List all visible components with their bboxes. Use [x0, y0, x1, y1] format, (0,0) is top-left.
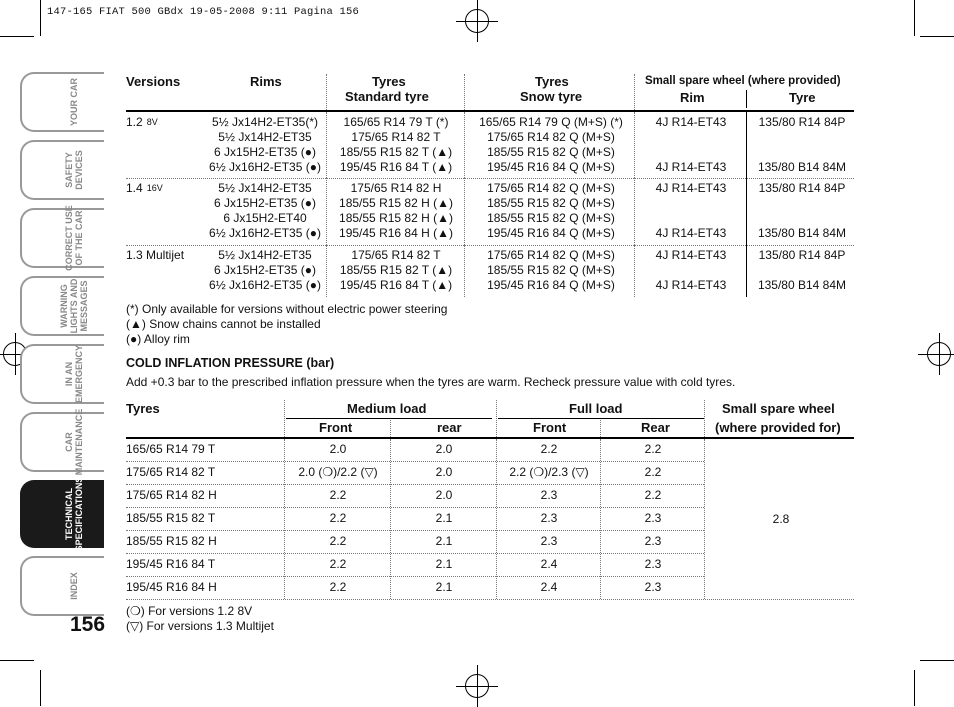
snow-tyre: 185/55 R15 82 Q (M+S)	[487, 263, 615, 277]
rim-size: 5½ Jx14H2-ET35	[218, 181, 312, 195]
pressure-full-rear: 2.3	[644, 534, 662, 548]
header-spare-tyre: Tyre	[789, 90, 816, 105]
standard-tyre: 185/55 R15 82 H (▲)	[339, 196, 453, 210]
registration-mark	[465, 9, 489, 33]
tab-label: SAFETY DEVICES	[64, 150, 84, 190]
column-rule	[600, 420, 601, 437]
pressure-medium-front: 2.2	[329, 511, 347, 525]
crop-mark	[0, 660, 34, 661]
spare-tyre: 135/80 B14 84M	[757, 160, 847, 174]
spare-rim: 4J R14-ET43	[655, 226, 727, 240]
pressure-medium-rear: 2.0	[435, 465, 453, 479]
pressure-medium-front: 2.2	[329, 557, 347, 571]
row-rule	[126, 530, 704, 531]
tyre-note: (▲) Snow chains cannot be installed	[126, 317, 321, 331]
header-rear: rear	[437, 420, 462, 435]
tab-label: CAR MAINTENANCE	[64, 408, 84, 476]
rim-size: 5½ Jx14H2-ET35(*)	[211, 115, 319, 129]
standard-tyre: 195/45 R16 84 T (▲)	[339, 160, 453, 174]
print-header: 147-165 FIAT 500 GBdx 19-05-2008 9:11 Pagina 156	[47, 6, 360, 18]
header-medium-load: Medium load	[347, 401, 427, 416]
column-rule	[464, 178, 465, 245]
column-rule	[704, 400, 705, 437]
tab-index[interactable]	[20, 556, 104, 616]
row-rule	[126, 507, 704, 508]
tab-correct-use[interactable]	[20, 205, 104, 271]
pressure-full-rear: 2.2	[644, 465, 662, 479]
header-front: Front	[533, 420, 567, 435]
crop-mark	[40, 0, 41, 36]
pressure-row-tyre: 185/55 R15 82 T	[126, 511, 216, 525]
pressure-row-tyre: 195/45 R16 84 H	[126, 580, 217, 594]
pressure-medium-rear: 2.1	[435, 580, 453, 594]
header-front: Front	[319, 420, 353, 435]
header-rule	[498, 418, 704, 419]
column-rule	[326, 245, 327, 297]
snow-tyre: 185/55 R15 82 Q (M+S)	[487, 145, 615, 159]
version-label: 1.3 Multijet	[126, 248, 185, 262]
tab-label: YOUR CAR	[69, 77, 79, 127]
pressure-full-front: 2.2	[540, 442, 558, 456]
rim-size: 6 Jx15H2-ET35 (●)	[214, 196, 316, 210]
spare-tyre: 135/80 R14 84P	[758, 248, 846, 262]
header-spare-rim: Rim	[680, 90, 705, 105]
standard-tyre: 185/55 R15 82 T (▲)	[339, 145, 453, 159]
pressure-full-front: 2.4	[540, 557, 558, 571]
snow-tyre: 195/45 R16 84 Q (M+S)	[487, 160, 615, 174]
column-rule	[326, 112, 327, 178]
page-number: 156	[70, 613, 106, 636]
pressure-intro: Add +0.3 bar to the prescribed inflation pressure when the tyres are warm. Recheck pressure value with cold tyres.	[126, 375, 736, 389]
crop-mark	[40, 670, 41, 706]
standard-tyre: 165/65 R14 79 T (*)	[343, 115, 449, 129]
row-rule	[126, 461, 704, 462]
column-rule	[464, 245, 465, 297]
tab-technical-specifications[interactable]	[20, 476, 104, 552]
spare-tyre: 135/80 B14 84M	[757, 278, 847, 292]
pressure-medium-rear: 2.0	[435, 488, 453, 502]
column-rule	[464, 112, 465, 178]
crop-mark	[920, 660, 954, 661]
row-rule	[126, 178, 854, 179]
header-spare: Small spare wheel (where provided)	[645, 75, 841, 87]
pressure-medium-front: 2.2	[329, 534, 347, 548]
rim-size: 5½ Jx14H2-ET35	[218, 248, 312, 262]
column-rule	[746, 90, 747, 108]
standard-tyre: 175/65 R14 82 H	[350, 181, 442, 195]
crop-mark	[914, 670, 915, 706]
version-suffix: 8V	[146, 117, 158, 127]
tyre-note: (●) Alloy rim	[126, 332, 190, 346]
spare-tyre: 135/80 R14 84P	[758, 115, 846, 129]
spare-rim: 4J R14-ET43	[655, 278, 727, 292]
spare-rim: 4J R14-ET43	[655, 181, 727, 195]
rim-size: 6½ Jx16H2-ET35 (●)	[209, 278, 321, 292]
pressure-medium-rear: 2.1	[435, 534, 453, 548]
snow-tyre: 195/45 R16 84 Q (M+S)	[487, 278, 615, 292]
crop-mark	[0, 36, 34, 37]
registration-mark	[927, 342, 951, 366]
header-tyres: Tyres	[535, 74, 569, 89]
pressure-row-tyre: 195/45 R16 84 T	[126, 557, 216, 571]
pressure-row-tyre: 165/65 R14 79 T	[126, 442, 216, 456]
pressure-row-tyre: 185/55 R15 82 H	[126, 534, 217, 548]
header-versions: Versions	[126, 74, 181, 89]
row-rule	[126, 553, 704, 554]
row-rule	[126, 484, 704, 485]
tab-safety-devices[interactable]	[20, 140, 104, 200]
tab-label: WARNING LIGHTS AND MESSAGES	[59, 278, 89, 334]
spare-rim: 4J R14-ET43	[655, 160, 727, 174]
crop-mark	[914, 0, 915, 36]
pressure-full-rear: 2.3	[644, 580, 662, 594]
pressure-medium-front: 2.2	[329, 488, 347, 502]
column-rule	[496, 400, 497, 437]
header-rule	[126, 110, 854, 112]
tab-in-an-emergency[interactable]	[20, 344, 104, 404]
column-rule	[704, 439, 705, 599]
header-standard-tyre: Standard tyre	[345, 89, 429, 104]
header-snow-tyre: Snow tyre	[520, 89, 583, 104]
standard-tyre: 175/65 R14 82 T	[351, 248, 441, 262]
standard-tyre: 195/45 R16 84 H (▲)	[339, 226, 453, 240]
column-rule	[326, 178, 327, 245]
rim-size: 5½ Jx14H2-ET35	[218, 130, 312, 144]
rim-size: 6 Jx15H2-ET40	[223, 211, 307, 225]
snow-tyre: 175/65 R14 82 Q (M+S)	[487, 248, 615, 262]
header-rule	[286, 418, 492, 419]
tab-label: IN AN EMERGENCY	[64, 344, 84, 404]
pressure-note: (▽) For versions 1.3 Multijet	[126, 619, 274, 633]
version-suffix: 16V	[146, 183, 163, 193]
column-rule	[390, 439, 391, 599]
pressure-medium-rear: 2.1	[435, 557, 453, 571]
row-rule	[126, 576, 704, 577]
spare-pressure: 2.8	[772, 512, 790, 526]
header-rear: Rear	[641, 420, 670, 435]
tab-warning-lights[interactable]	[20, 276, 104, 336]
column-rule	[284, 400, 285, 437]
spare-rim: 4J R14-ET43	[655, 248, 727, 262]
pressure-full-front: 2.4	[540, 580, 558, 594]
column-rule	[634, 245, 635, 297]
snow-tyre: 175/65 R14 82 Q (M+S)	[487, 181, 615, 195]
rim-size: 6½ Jx16H2-ET35 (●)	[209, 226, 321, 240]
version-label: 1.4	[126, 181, 143, 195]
pressure-full-rear: 2.2	[644, 442, 662, 456]
pressure-full-rear: 2.2	[644, 488, 662, 502]
header-spare-sub: (where provided for)	[715, 420, 841, 435]
column-rule	[464, 74, 466, 110]
header-tyres: Tyres	[126, 401, 160, 416]
spare-rim: 4J R14-ET43	[655, 115, 727, 129]
snow-tyre: 185/55 R15 82 Q (M+S)	[487, 211, 615, 225]
snow-tyre: 195/45 R16 84 Q (M+S)	[487, 226, 615, 240]
pressure-full-rear: 2.3	[644, 557, 662, 571]
column-rule	[746, 178, 747, 245]
pressure-medium-rear: 2.0	[435, 442, 453, 456]
tab-car-maintenance[interactable]	[20, 408, 104, 476]
standard-tyre: 195/45 R16 84 T (▲)	[339, 278, 453, 292]
column-rule	[634, 74, 636, 110]
tab-label: CORRECT USE OF THE CAR	[64, 205, 84, 271]
standard-tyre: 185/55 R15 82 T (▲)	[339, 263, 453, 277]
standard-tyre: 185/55 R15 82 H (▲)	[339, 211, 453, 225]
pressure-full-front: 2.3	[540, 488, 558, 502]
pressure-row-tyre: 175/65 R14 82 T	[126, 465, 216, 479]
snow-tyre: 165/65 R14 79 Q (M+S) (*)	[479, 115, 623, 129]
spare-tyre: 135/80 R14 84P	[758, 181, 846, 195]
header-tyres: Tyres	[372, 74, 406, 89]
rim-size: 6 Jx15H2-ET35 (●)	[214, 263, 316, 277]
column-rule	[284, 439, 285, 599]
row-rule	[126, 599, 854, 600]
column-rule	[634, 178, 635, 245]
column-rule	[390, 420, 391, 437]
header-spare: Small spare wheel	[722, 401, 835, 416]
header-rule	[126, 437, 854, 439]
tab-label: TECHNICAL SPECIFICATIONS	[64, 476, 84, 552]
pressure-medium-rear: 2.1	[435, 511, 453, 525]
tab-label: INDEX	[69, 572, 79, 600]
column-rule	[326, 74, 328, 110]
pressure-medium-front: 2.0 (❍)/2.2 (▽)	[298, 465, 378, 479]
pressure-medium-front: 2.2	[329, 580, 347, 594]
row-rule	[126, 245, 854, 246]
header-full-load: Full load	[569, 401, 623, 416]
pressure-full-front: 2.3	[540, 534, 558, 548]
tyre-note: (*) Only available for versions without electric power steering	[126, 302, 448, 316]
pressure-full-front: 2.3	[540, 511, 558, 525]
header-rims: Rims	[250, 74, 282, 89]
pressure-full-front: 2.2 (❍)/2.3 (▽)	[509, 465, 589, 479]
snow-tyre: 185/55 R15 82 Q (M+S)	[487, 196, 615, 210]
pressure-note: (❍) For versions 1.2 8V	[126, 604, 253, 618]
tab-your-car[interactable]	[20, 72, 104, 132]
registration-mark	[465, 674, 489, 698]
column-rule	[634, 112, 635, 178]
spare-tyre: 135/80 B14 84M	[757, 226, 847, 240]
version-label: 1.2	[126, 115, 143, 129]
snow-tyre: 175/65 R14 82 Q (M+S)	[487, 130, 615, 144]
pressure-full-rear: 2.3	[644, 511, 662, 525]
rim-size: 6½ Jx16H2-ET35 (●)	[209, 160, 321, 174]
crop-mark	[920, 36, 954, 37]
rim-size: 6 Jx15H2-ET35 (●)	[214, 145, 316, 159]
column-rule	[746, 245, 747, 297]
standard-tyre: 175/65 R14 82 T	[351, 130, 441, 144]
column-rule	[496, 439, 497, 599]
column-rule	[600, 439, 601, 599]
pressure-row-tyre: 175/65 R14 82 H	[126, 488, 217, 502]
pressure-medium-front: 2.0	[329, 442, 347, 456]
pressure-title: COLD INFLATION PRESSURE (bar)	[126, 356, 335, 370]
column-rule	[746, 112, 747, 178]
